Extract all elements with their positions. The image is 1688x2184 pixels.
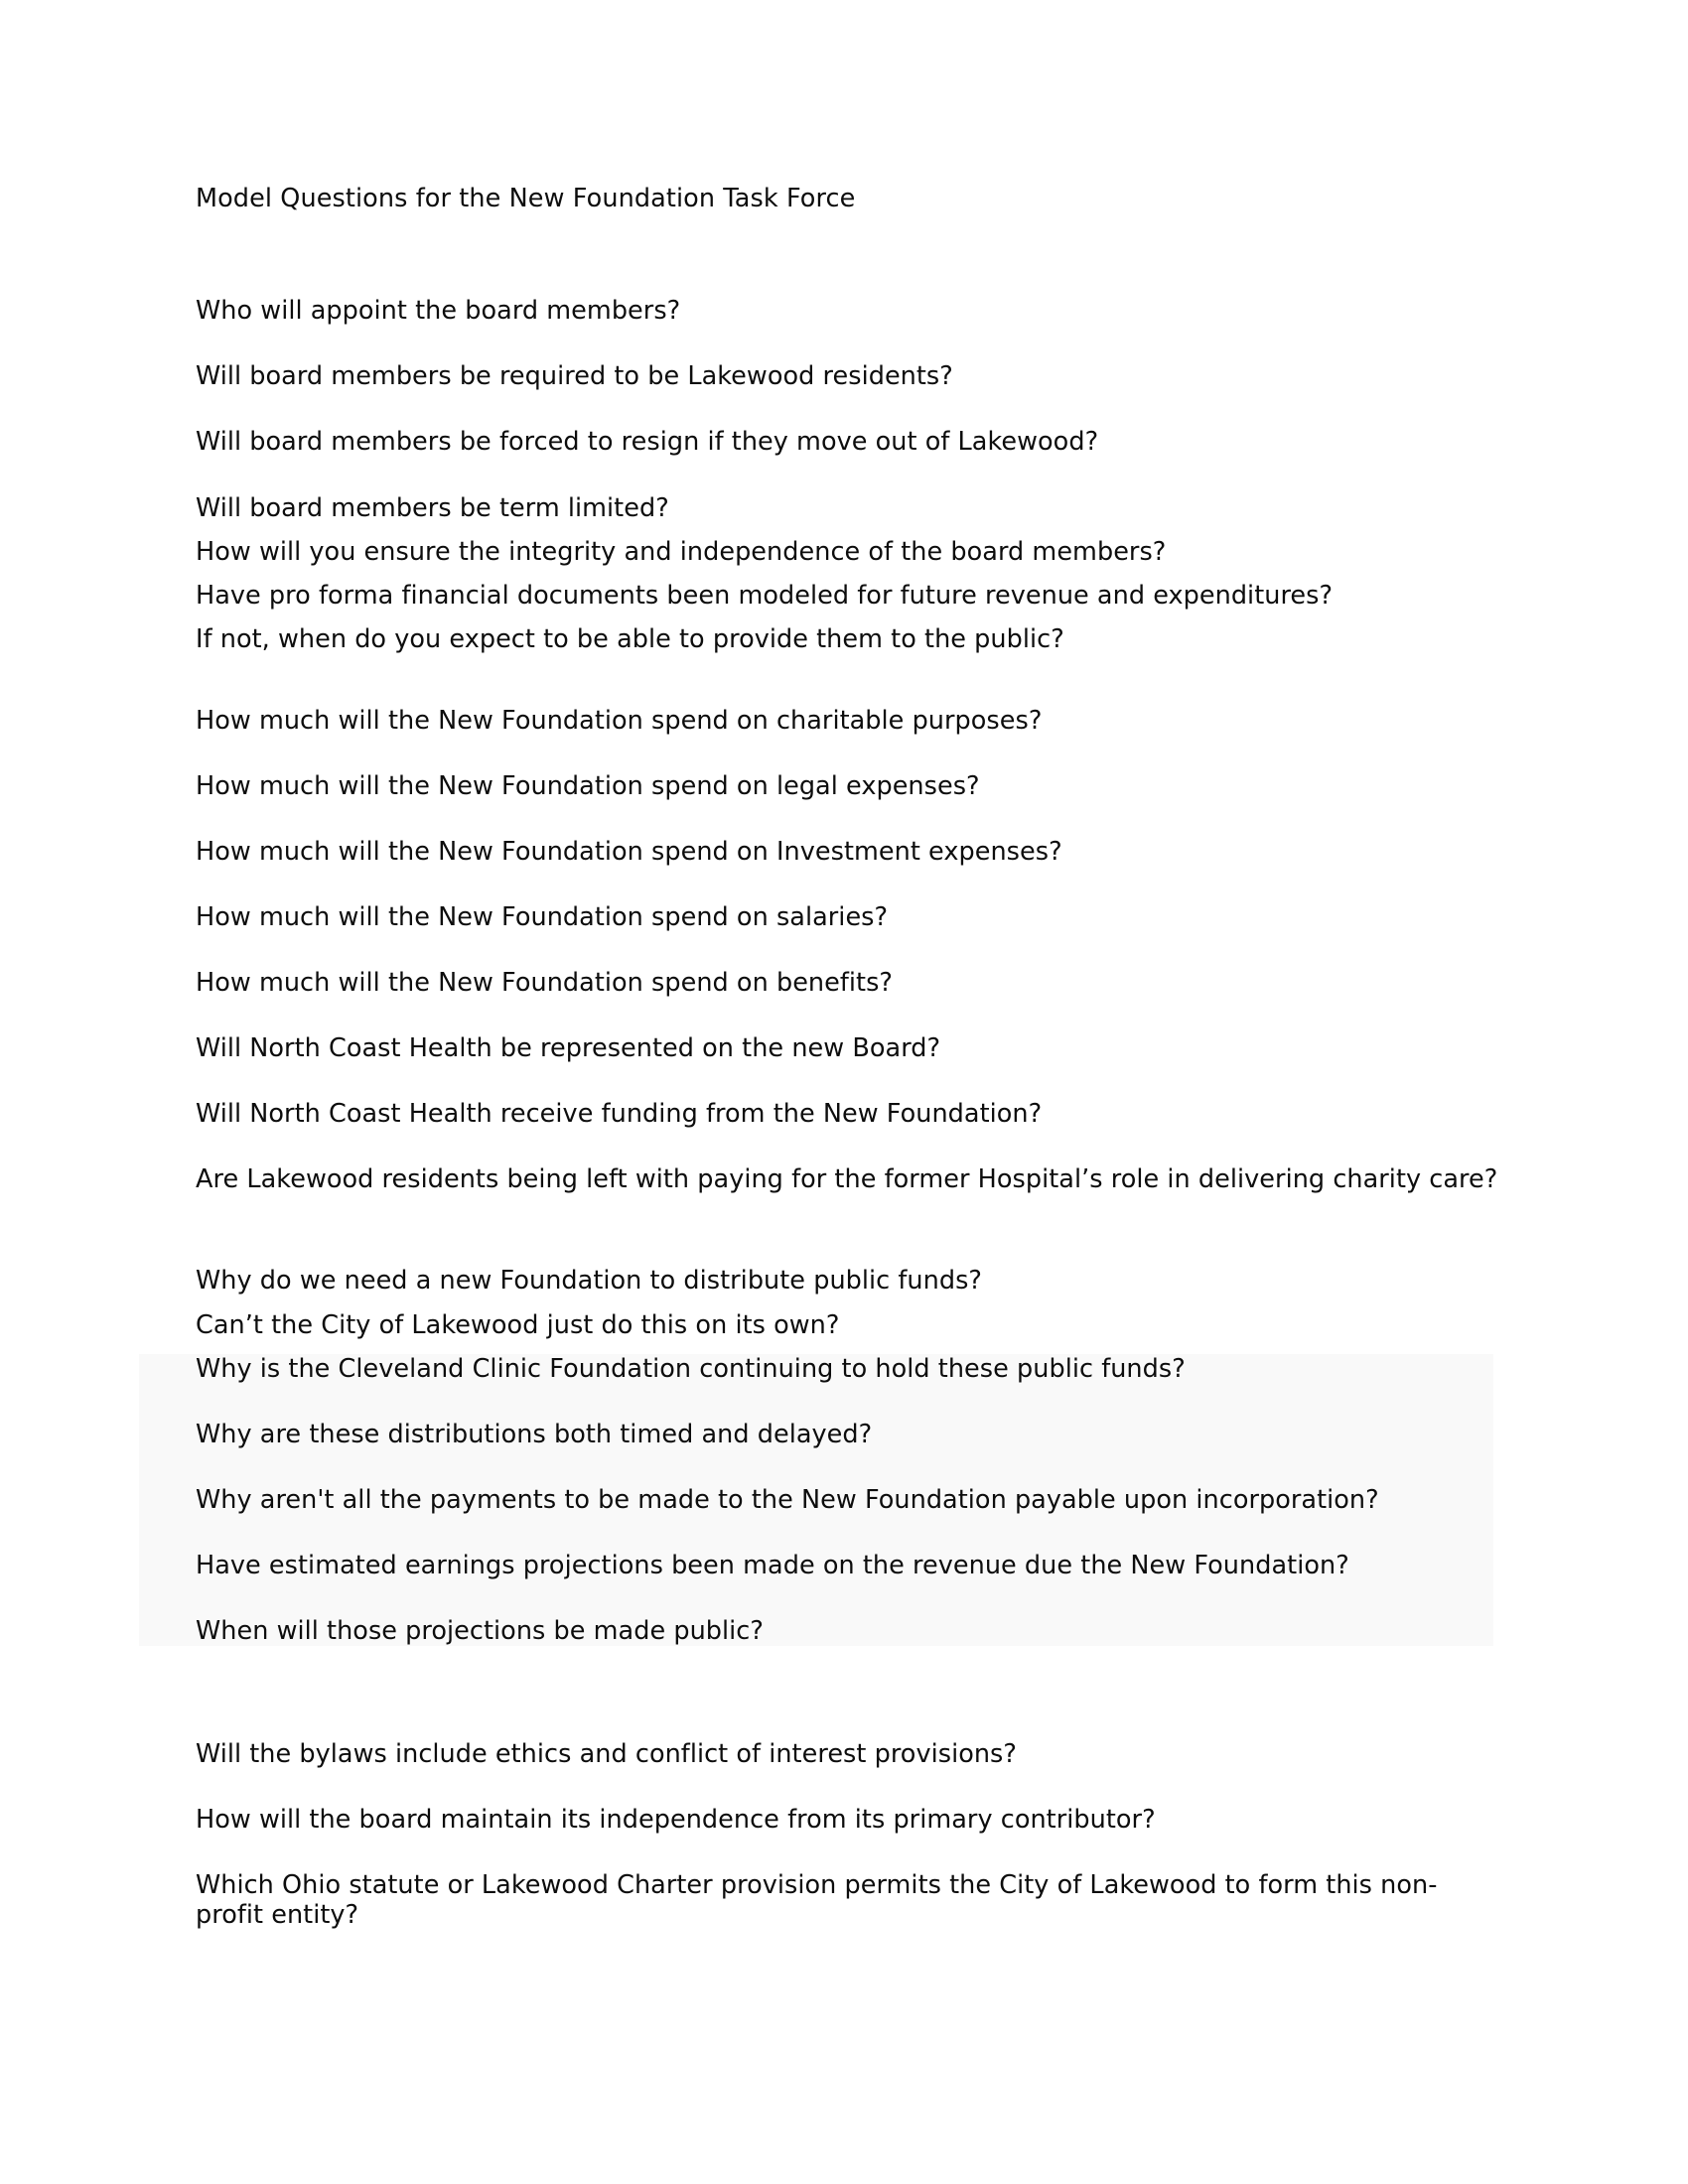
question-board-independence-contributor: How will the board maintain its independence from its primary contributor?	[196, 1805, 1156, 1836]
document-body	[196, 185, 1496, 1966]
section-public-funds	[196, 1266, 1496, 1339]
question-spend-legal-expenses: How much will the New Foundation spend on legal expenses?	[196, 770, 980, 801]
question-why-new-foundation: Why do we need a new Foundation to distribute public funds?	[196, 1266, 982, 1297]
question-bylaws-ethics-conflict: Will the bylaws include ethics and conflict of interest provisions?	[196, 1739, 1017, 1770]
question-ncH-represented-on-board: Will North Coast Health be represented on the new Board?	[196, 1033, 941, 1064]
question-term-limited: Will board members be term limited?	[196, 492, 669, 523]
question-lakewood-residents-required: Will board members be required to be Lakewood residents?	[196, 361, 953, 392]
question-forced-resign-move-out: Will board members be forced to resign if they move out of Lakewood?	[196, 427, 1099, 458]
section-north-coast-health	[196, 1033, 1496, 1194]
question-ohio-statute-charter-provision: Which Ohio statute or Lakewood Charter provision permits the City of Lakewood to form this non-profit entity?	[196, 1870, 1438, 1931]
title-spacer	[196, 213, 1496, 296]
question-spend-benefits: How much will the New Foundation spend on benefits?	[196, 968, 894, 999]
question-spend-salaries: How much will the New Foundation spend on salaries?	[196, 902, 889, 933]
question-city-do-on-its-own: Can’t the City of Lakewood just do this on its own?	[196, 1309, 840, 1340]
question-residents-paying-charity-care: Are Lakewood residents being left with paying for the former Hospital’s role in delivering charity care?	[196, 1164, 1498, 1195]
section-spacer-spending	[196, 668, 1496, 706]
section-bylaws-authority	[196, 1739, 1496, 1930]
section-spacer-bylaws	[196, 1682, 1496, 1739]
question-distributions-timed-delayed: Why are these distributions both timed and delayed?	[196, 1419, 873, 1449]
section-board-membership	[196, 296, 1496, 457]
page-title: Model Questions for the New Foundation Task Force	[196, 184, 856, 213]
question-cleveland-clinic-holding-funds: Why is the Cleveland Clinic Foundation continuing to hold these public funds?	[196, 1353, 1186, 1384]
question-payments-upon-incorporation: Why aren't all the payments to be made to the New Foundation payable upon incorporation?	[196, 1484, 1379, 1515]
question-pro-forma-documents: Have pro forma financial documents been modeled for future revenue and expenditures?	[196, 580, 1334, 611]
question-ncH-receive-funding: Will North Coast Health receive funding from the New Foundation?	[196, 1099, 1043, 1130]
question-projections-made-public: When will those projections be made public?	[196, 1615, 764, 1646]
question-spend-investment-expenses: How much will the New Foundation spend on Investment expenses?	[196, 837, 1062, 868]
question-appoint-board-members: Who will appoint the board members?	[196, 296, 681, 327]
section-spending	[196, 706, 1496, 998]
question-integrity-independence: How will you ensure the integrity and independence of the board members?	[196, 536, 1167, 567]
section-spacer-public-funds	[196, 1208, 1496, 1266]
question-earnings-projections: Have estimated earnings projections been made on the revenue due the New Foundation?	[196, 1550, 1349, 1580]
question-when-provide-to-public: If not, when do you expect to be able to provide them to the public?	[196, 623, 1064, 654]
highlighted-question-block	[139, 1354, 1493, 1646]
question-spend-charitable-purposes: How much will the New Foundation spend on charitable purposes?	[196, 705, 1043, 736]
section-governance-financials	[196, 493, 1496, 654]
